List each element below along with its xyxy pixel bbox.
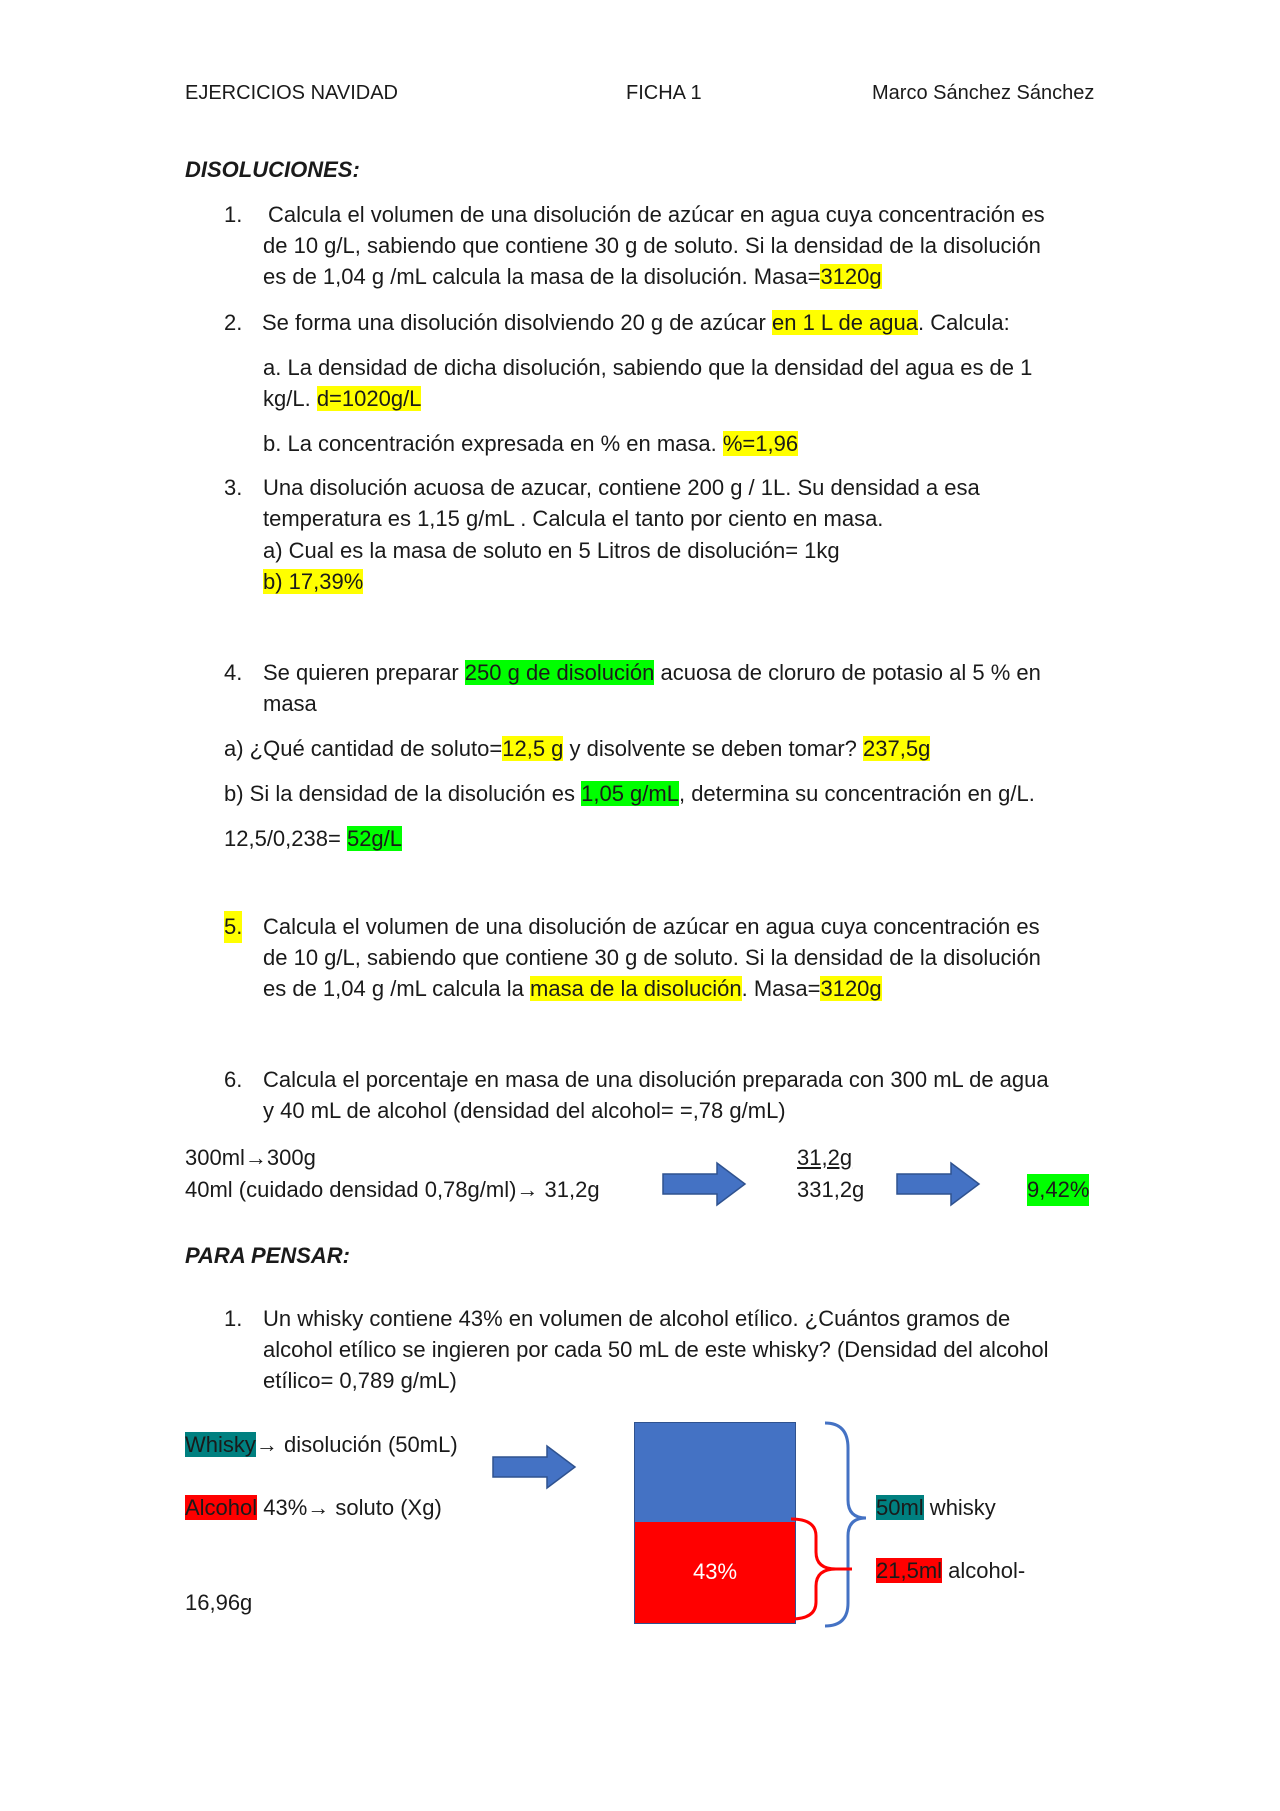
section-title-para-pensar: PARA PENSAR: <box>185 1243 351 1268</box>
whisky-volume-highlight: 50ml <box>876 1495 924 1520</box>
text-line <box>263 973 882 1005</box>
text-line <box>263 472 980 504</box>
text: . Calcula: <box>918 310 1010 335</box>
text-line <box>263 352 1032 384</box>
answer-highlight: 3120g <box>820 976 882 1001</box>
text-line <box>263 428 798 460</box>
text: es de 1,04 g /mL calcula la <box>263 976 531 1001</box>
header-left: EJERCICIOS NAVIDAD <box>185 82 398 104</box>
whisky-highlight: Whisky <box>185 1432 256 1457</box>
text: 12,5/0,238= <box>224 826 347 851</box>
text: de 10 g/L, sabiendo que contiene 30 g de soluto. Si la densidad de la disolución <box>263 945 1041 970</box>
right-arrow-icon <box>897 1163 981 1205</box>
text: kg/L. <box>263 386 317 411</box>
text-line <box>263 261 882 293</box>
item-number: 4. <box>224 660 243 685</box>
answer-highlight: %=1,96 <box>722 431 799 456</box>
text: → disolución (50mL) <box>255 1432 458 1457</box>
text-line <box>263 535 840 567</box>
text: de 10 g/L, sabiendo que contiene 30 g de soluto. Si la densidad de la disolución <box>263 233 1041 258</box>
fraction-denominator: 331,2g <box>797 1177 865 1202</box>
working-line: 300ml→300g <box>185 1145 316 1170</box>
whisky-volume-box <box>634 1422 796 1524</box>
answer-text: 16,96g <box>185 1590 253 1615</box>
text: y 40 mL de alcohol (densidad del alcohol= =,78 g/mL) <box>263 1098 786 1123</box>
text-line <box>263 1064 1049 1096</box>
item-number: 6. <box>224 1067 243 1092</box>
item-number: 2. <box>224 310 243 335</box>
highlight: 1,05 g/mL <box>581 781 679 806</box>
text-line <box>263 1303 1010 1335</box>
alcohol-volume-highlight: 21,5ml <box>876 1558 943 1583</box>
text: Se forma una disolución disolviendo 20 g de azúcar <box>262 310 772 335</box>
text: . Masa= <box>741 976 821 1001</box>
right-arrow-icon <box>663 1163 747 1205</box>
text-line <box>263 1334 1049 1366</box>
text: masa <box>263 691 317 716</box>
text-line <box>224 823 402 855</box>
alcohol-brace-icon <box>786 1514 866 1629</box>
text: Se quieren preparar <box>263 660 465 685</box>
item-number: 1. <box>224 202 243 227</box>
text: 43%→ soluto (Xg) <box>257 1495 442 1520</box>
text: Calcula el volumen de una disolución de azúcar en agua cuya concentración es <box>263 914 1040 939</box>
text-line <box>263 942 1041 974</box>
header-center: FICHA 1 <box>626 82 702 104</box>
answer-highlight: b) 17,39% <box>263 569 364 594</box>
text-line <box>263 230 1041 262</box>
whisky-volume-label <box>876 1492 996 1524</box>
text: , determina su concentración en g/L. <box>678 781 1035 806</box>
result-highlight: 9,42% <box>1027 1174 1089 1206</box>
text: es de 1,04 g /mL calcula la masa de la disolución. Masa= <box>263 264 821 289</box>
header-right: Marco Sánchez Sánchez <box>872 82 1095 104</box>
text: whisky <box>923 1495 996 1520</box>
text: b) Si la densidad de la disolución es <box>224 781 582 806</box>
text: Una disolución acuosa de azucar, contiene 200 g / 1L. Su densidad a esa <box>263 475 980 500</box>
alcohol-volume-label <box>876 1555 1025 1587</box>
answer-highlight: 52g/L <box>346 826 403 851</box>
text: Calcula el volumen de una disolución de azúcar en agua cuya concentración es <box>268 202 1045 227</box>
text-line <box>263 383 421 415</box>
text-line <box>268 199 1045 231</box>
text: etílico= 0,789 g/mL) <box>263 1368 457 1393</box>
answer-highlight: 3120g <box>820 264 882 289</box>
text: alcohol etílico se ingieren por cada 50 mL de este whisky? (Densidad del alcohol <box>263 1337 1049 1362</box>
text-line <box>263 566 363 598</box>
text-line <box>263 911 1040 943</box>
alcohol-volume-box <box>634 1522 796 1624</box>
highlight: 250 g de disolución <box>464 660 655 685</box>
whisky-line <box>185 1429 458 1461</box>
item-number: 5. <box>224 911 242 943</box>
text: a) Cual es la masa de soluto en 5 Litros de disolución= 1kg <box>263 538 840 563</box>
text: y disolvente se deben tomar? <box>563 736 864 761</box>
text-line <box>262 307 1010 339</box>
text-line <box>263 1365 457 1397</box>
section-title-disoluciones: DISOLUCIONES: <box>185 157 360 182</box>
fraction-numerator: 31,2g <box>797 1145 853 1170</box>
text: Calcula el porcentaje en masa de una disolución preparada con 300 mL de agua <box>263 1067 1049 1092</box>
alcohol-line <box>185 1492 442 1524</box>
text-line <box>263 1095 786 1127</box>
text: a. La densidad de dicha disolución, sabiendo que la densidad del agua es de 1 <box>263 355 1033 380</box>
answer-highlight: 237,5g <box>863 736 931 761</box>
highlight: en 1 L de agua <box>772 310 918 335</box>
text: alcohol- <box>942 1558 1026 1583</box>
text: a) ¿Qué cantidad de soluto= <box>224 736 503 761</box>
alcohol-percent-label: 43% <box>692 1559 738 1584</box>
answer-highlight: d=1020g/L <box>316 386 422 411</box>
text: Un whisky contiene 43% en volumen de alcohol etílico. ¿Cuántos gramos de <box>263 1306 1011 1331</box>
right-arrow-icon <box>493 1446 577 1488</box>
text: temperatura es 1,15 g/mL . Calcula el tanto por ciento en masa. <box>263 506 884 531</box>
text-line <box>263 688 317 720</box>
highlight: masa de la disolución <box>530 976 742 1001</box>
text: acuosa de cloruro de potasio al 5 % en <box>654 660 1041 685</box>
text-line <box>224 733 930 765</box>
alcohol-highlight: Alcohol <box>185 1495 258 1520</box>
text-line <box>263 503 883 535</box>
text: b. La concentración expresada en % en masa. <box>263 431 723 456</box>
text-line <box>263 657 1041 689</box>
item-number: 3. <box>224 475 243 500</box>
answer-highlight: 12,5 g <box>502 736 564 761</box>
text-line <box>224 778 1035 810</box>
working-line: 40ml (cuidado densidad 0,78g/ml)→ 31,2g <box>185 1177 600 1202</box>
item-number: 1. <box>224 1306 243 1331</box>
